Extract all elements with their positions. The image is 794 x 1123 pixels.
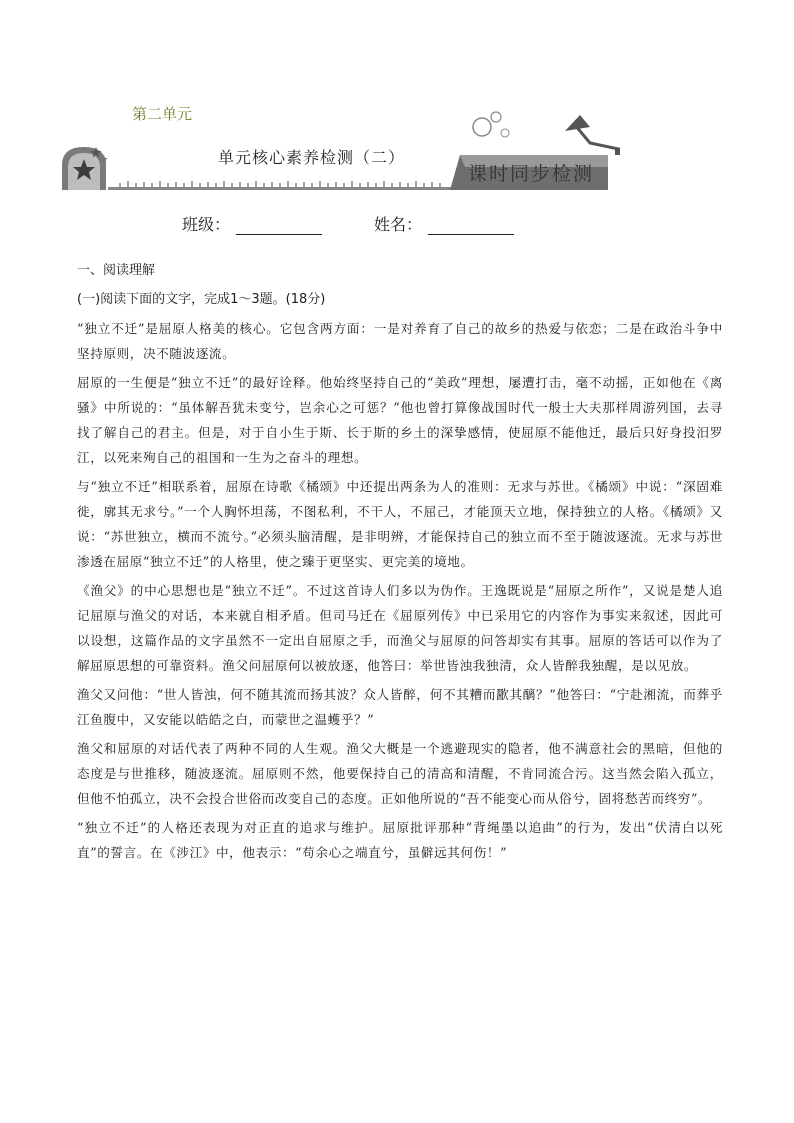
name-blank[interactable] [428,220,514,235]
paragraph: “独立不迁”是屈原人格美的核心。它包含两方面：一是对养育了自己的故乡的热爱与依恋；二是在政治斗争中坚持原则，决不随波逐流。 [77,321,723,361]
class-blank[interactable] [236,220,322,235]
series-badge-title: 课时同步检测 [468,163,595,185]
paragraph: 渔父和屈原的对话代表了两种不同的人生观。渔父大概是一个逃避现实的隐者，他不满意社会的黑暗，但他的态度是与世推移，随波逐流。屈原则不然，他要保持自己的清高和清醒，不肯同流合污。这当然会陷入孤立，但他不怕孤立，决不会投合世俗而改变自己的态度。正如他所说的“吾不能变心而从俗兮，固将愁苦而终穷”。 [77,741,723,806]
name-field [374,212,514,235]
class-field [182,212,322,235]
page-title: 单元核心素养检测（二） [218,148,406,167]
paragraph: “独立不迁”的人格还表现为对正直的追求与维护。屈原批评那种“背绳墨以追曲”的行为，发出“伏清白以死直”的誓言。在《涉江》中，他表示：“苟余心之端直兮，虽僻远其何伤！” [77,820,723,860]
class-label: 班级： [182,215,231,234]
paragraph: 渔父又问他：“世人皆浊，何不随其流而扬其波？众人皆醉，何不其糟而歠其醨？”他答曰：“宁赴湘流，而葬乎江鱼腹中，又安能以皓皓之白，而蒙世之温蠖乎？” [77,687,723,727]
unit-label: 第二单元 [132,105,193,123]
desk-lamp-icon [565,115,620,155]
name-label: 姓名： [374,215,423,234]
document-header [60,95,620,205]
paragraph: 《渔父》的中心思想也是“独立不迁”。不过这首诗人们多以为伪作。王逸既说是“屈原之所作”，又说是楚人追记屈原与渔父的对话，本来就自相矛盾。但司马迁在《屈原列传》中已采用它的内容作为事实来叙述，因此可以设想，这篇作品的文字虽然不一定出自屈原之手，而渔父与屈原的问答却实有其事。屈原的答话可以作为了解屈原思想的可靠资料。渔父问屈原何以被放逐，他答曰：举世皆浊我独清，众人皆醉我独醒，是以见放。 [77,583,723,673]
reading-content [77,258,723,869]
paragraph: 屈原的一生便是“独立不迁”的最好诠释。他始终坚持自己的“美政”理想，屡遭打击，毫不动摇，正如他在《离骚》中所说的：“虽体解吾犹未变兮，岂余心之可惩？”他也曾打算像战国时代一般士大夫那样周游列国，去寻找了解自己的君主。但是，对于自小生于斯、长于斯的乡土的深挚感情，使屈原不能他迁，最后只好身投汨罗江，以死来殉自己的祖国和一生为之奋斗的理想。 [77,375,723,465]
paragraph: 与“独立不迁”相联系着，屈原在诗歌《橘颂》中还提出两条为人的准则：无求与苏世。《橘颂》中说：“深固难徙，廓其无求兮。”一个人胸怀坦荡，不图私利，不干人，不屈己，才能顶天立地，保持独立的人格。《橘颂》又说：“苏世独立，横而不流兮。”必须头脑清醒，是非明辨，才能保持自己的独立而不至于随波逐流。无求与苏世渗透在屈原“独立不迁”的人格里，使之臻于更坚实、更完美的境地。 [77,479,723,569]
subsection-heading: (一)阅读下面的文字，完成1～3题。(18分) [77,292,326,307]
star-badge-icon [62,147,108,190]
section-heading: 一、阅读理解 [77,263,156,278]
